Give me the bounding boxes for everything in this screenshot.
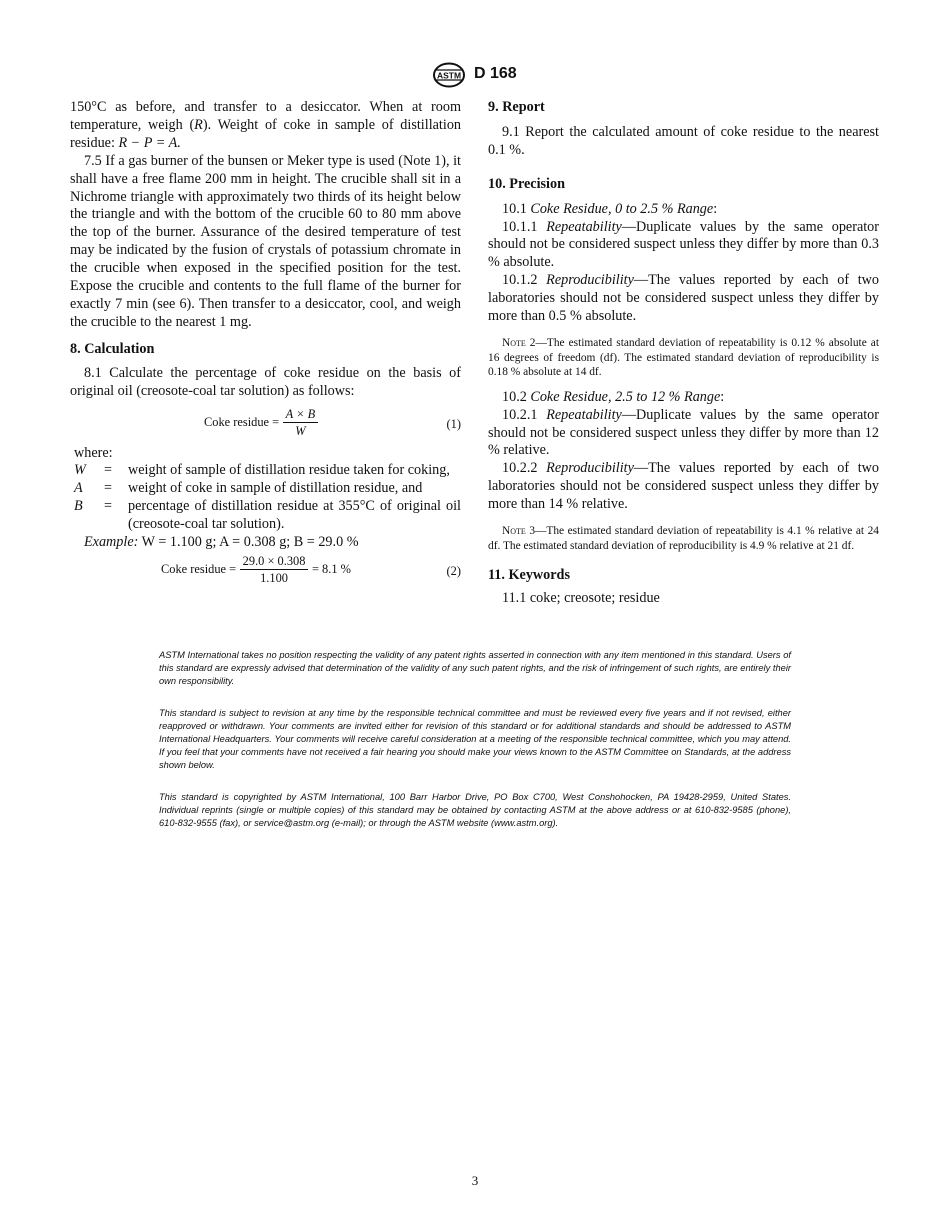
definition-row: A = weight of coke in sample of distillation residue, and <box>74 480 423 497</box>
heading-precision: 10. Precision <box>488 175 565 192</box>
paragraph-10-2: 10.2 Coke Residue, 2.5 to 12 % Range: <box>502 388 725 405</box>
paragraph-10-2-1: 10.2.1 Repeatability—Duplicate values by the same operator should not be considered suspect unless they differ by more than 12 % relative. <box>488 406 879 459</box>
footer-copyright-notice: This standard is copyrighted by ASTM International, 100 Barr Harbor Drive, PO Box C700, West Conshohocken, PA 19428-2959, United States. Individual reprints (single or multiple copies) of this standard may be obtained by contacting ASTM at the above address or at 610-832-9585 (phone), 610-832-9555 (fax), or service@astm.org (e-mail); or through the ASTM website (www.astm.org). <box>159 792 791 829</box>
heading-calculation: 8. Calculation <box>70 340 155 357</box>
paragraph-8-1: 8.1 Calculate the percentage of coke residue on the basis of original oil (creosote-coal tar solution) as follows: <box>70 364 461 399</box>
definition-row: B = percentage of distillation residue at 355°C of original oil (creosote-coal tar solution). <box>74 498 461 533</box>
heading-keywords: 11. Keywords <box>488 567 570 584</box>
svg-text:ASTM: ASTM <box>436 70 462 81</box>
variable-definitions <box>74 462 461 534</box>
footer-revision-notice: This standard is subject to revision at any time by the responsible technical committee and must be reviewed every five years and if not revised, either reapproved or withdrawn. Your comments are invited either for revision of this standard or for additional standards and should be addressed to ASTM International Headquarters. Your comments will receive careful consideration at a meeting of the responsible technical committee, which you may attend. If you feel that your comments have not received a fair hearing you should make your views known to the ASTM Committee on Standards, at the address shown below. <box>159 708 791 771</box>
paragraph-9-1: 9.1 Report the calculated amount of coke residue to the nearest 0.1 %. <box>488 123 879 158</box>
page-number: 3 <box>471 1173 479 1188</box>
standard-code: D 168 <box>474 65 517 82</box>
page-header <box>0 62 950 88</box>
astm-logo-icon <box>431 62 467 88</box>
paragraph-10-1-2: 10.1.2 Reproducibility—The values reported by each of two laboratories should not be considered suspect unless they differ by more than 0.5 % absolute. <box>488 272 880 325</box>
note-3: Note 3—The estimated standard deviation of repeatability is 4.1 % relative at 24 df. The estimated standard deviation of reproducibility is 4.9 % relative at 21 df. <box>488 525 879 552</box>
equation-1: Coke residue = $\frac{A \times B}{W}$ (1) <box>204 406 461 438</box>
paragraph-10-1-1: 10.1.1 Repeatability—Duplicate values by the same operator should not be considered suspect unless they differ by more than 0.3 % absolute. <box>488 218 879 271</box>
where-label: where: <box>74 444 113 461</box>
heading-report: 9. Report <box>488 99 545 115</box>
right-column <box>488 99 879 608</box>
equation-2: Coke residue = $\frac{29.0 \times 0.308}{1.100}$ = 8.1 % (2) <box>161 553 461 585</box>
note-2: Note 2—The estimated standard deviation of repeatability is 0.12 % absolute at 16 degrees of freedom (df). The estimated standard deviation of reproducibility is 0.18 % absolute at 14 df. <box>488 336 879 379</box>
footer-patent-notice: ASTM International takes no position respecting the validity of any patent rights asserted in connection with any item mentioned in this standard. Users of this standard are expressly advised that determination of the validity of any such patent rights, and the risk of infringement of such rights, are entirely their own responsibility. <box>159 650 791 687</box>
definition-row: W = weight of sample of distillation residue taken for coking, <box>74 462 450 479</box>
example-line: Example: W = 1.100 g; A = 0.308 g; B = 29.0 % <box>84 534 359 551</box>
paragraph-10-1: 10.1 Coke Residue, 0 to 2.5 % Range: <box>502 200 718 217</box>
paragraph-7-4-end: 150°C as before, and transfer to a desiccator. When at room temperature, weigh (R). Weight of coke in sample of distillation residue: R − P = A. <box>70 99 462 151</box>
paragraph-7-5: 7.5 If a gas burner of the bunsen or Meker type is used (Note 1), it shall have a free flame 200 mm in height. The crucible shall sit in a Nichrome triangle with approximately two thirds of its height below the triangle and with the bottom of the crucible 60 to 80 mm above the top of the burner. Assurance of the desired temperature of test may be indicated by the fusion of crystals of potassium chromate in the crucible when exposed in the specified position for the test. Expose the crucible and contents to the full flame of the burner for exactly 7 min (see 6). Then transfer to a desiccator, cool, and weigh the crucible to the nearest 1 mg. <box>70 152 461 330</box>
left-column <box>70 99 461 588</box>
paragraph-10-2-2: 10.2.2 Reproducibility—The values reported by each of two laboratories should not be considered suspect unless they differ by more than 14 % relative. <box>488 460 880 513</box>
paragraph-11-1: 11.1 coke; creosote; residue <box>502 590 660 607</box>
